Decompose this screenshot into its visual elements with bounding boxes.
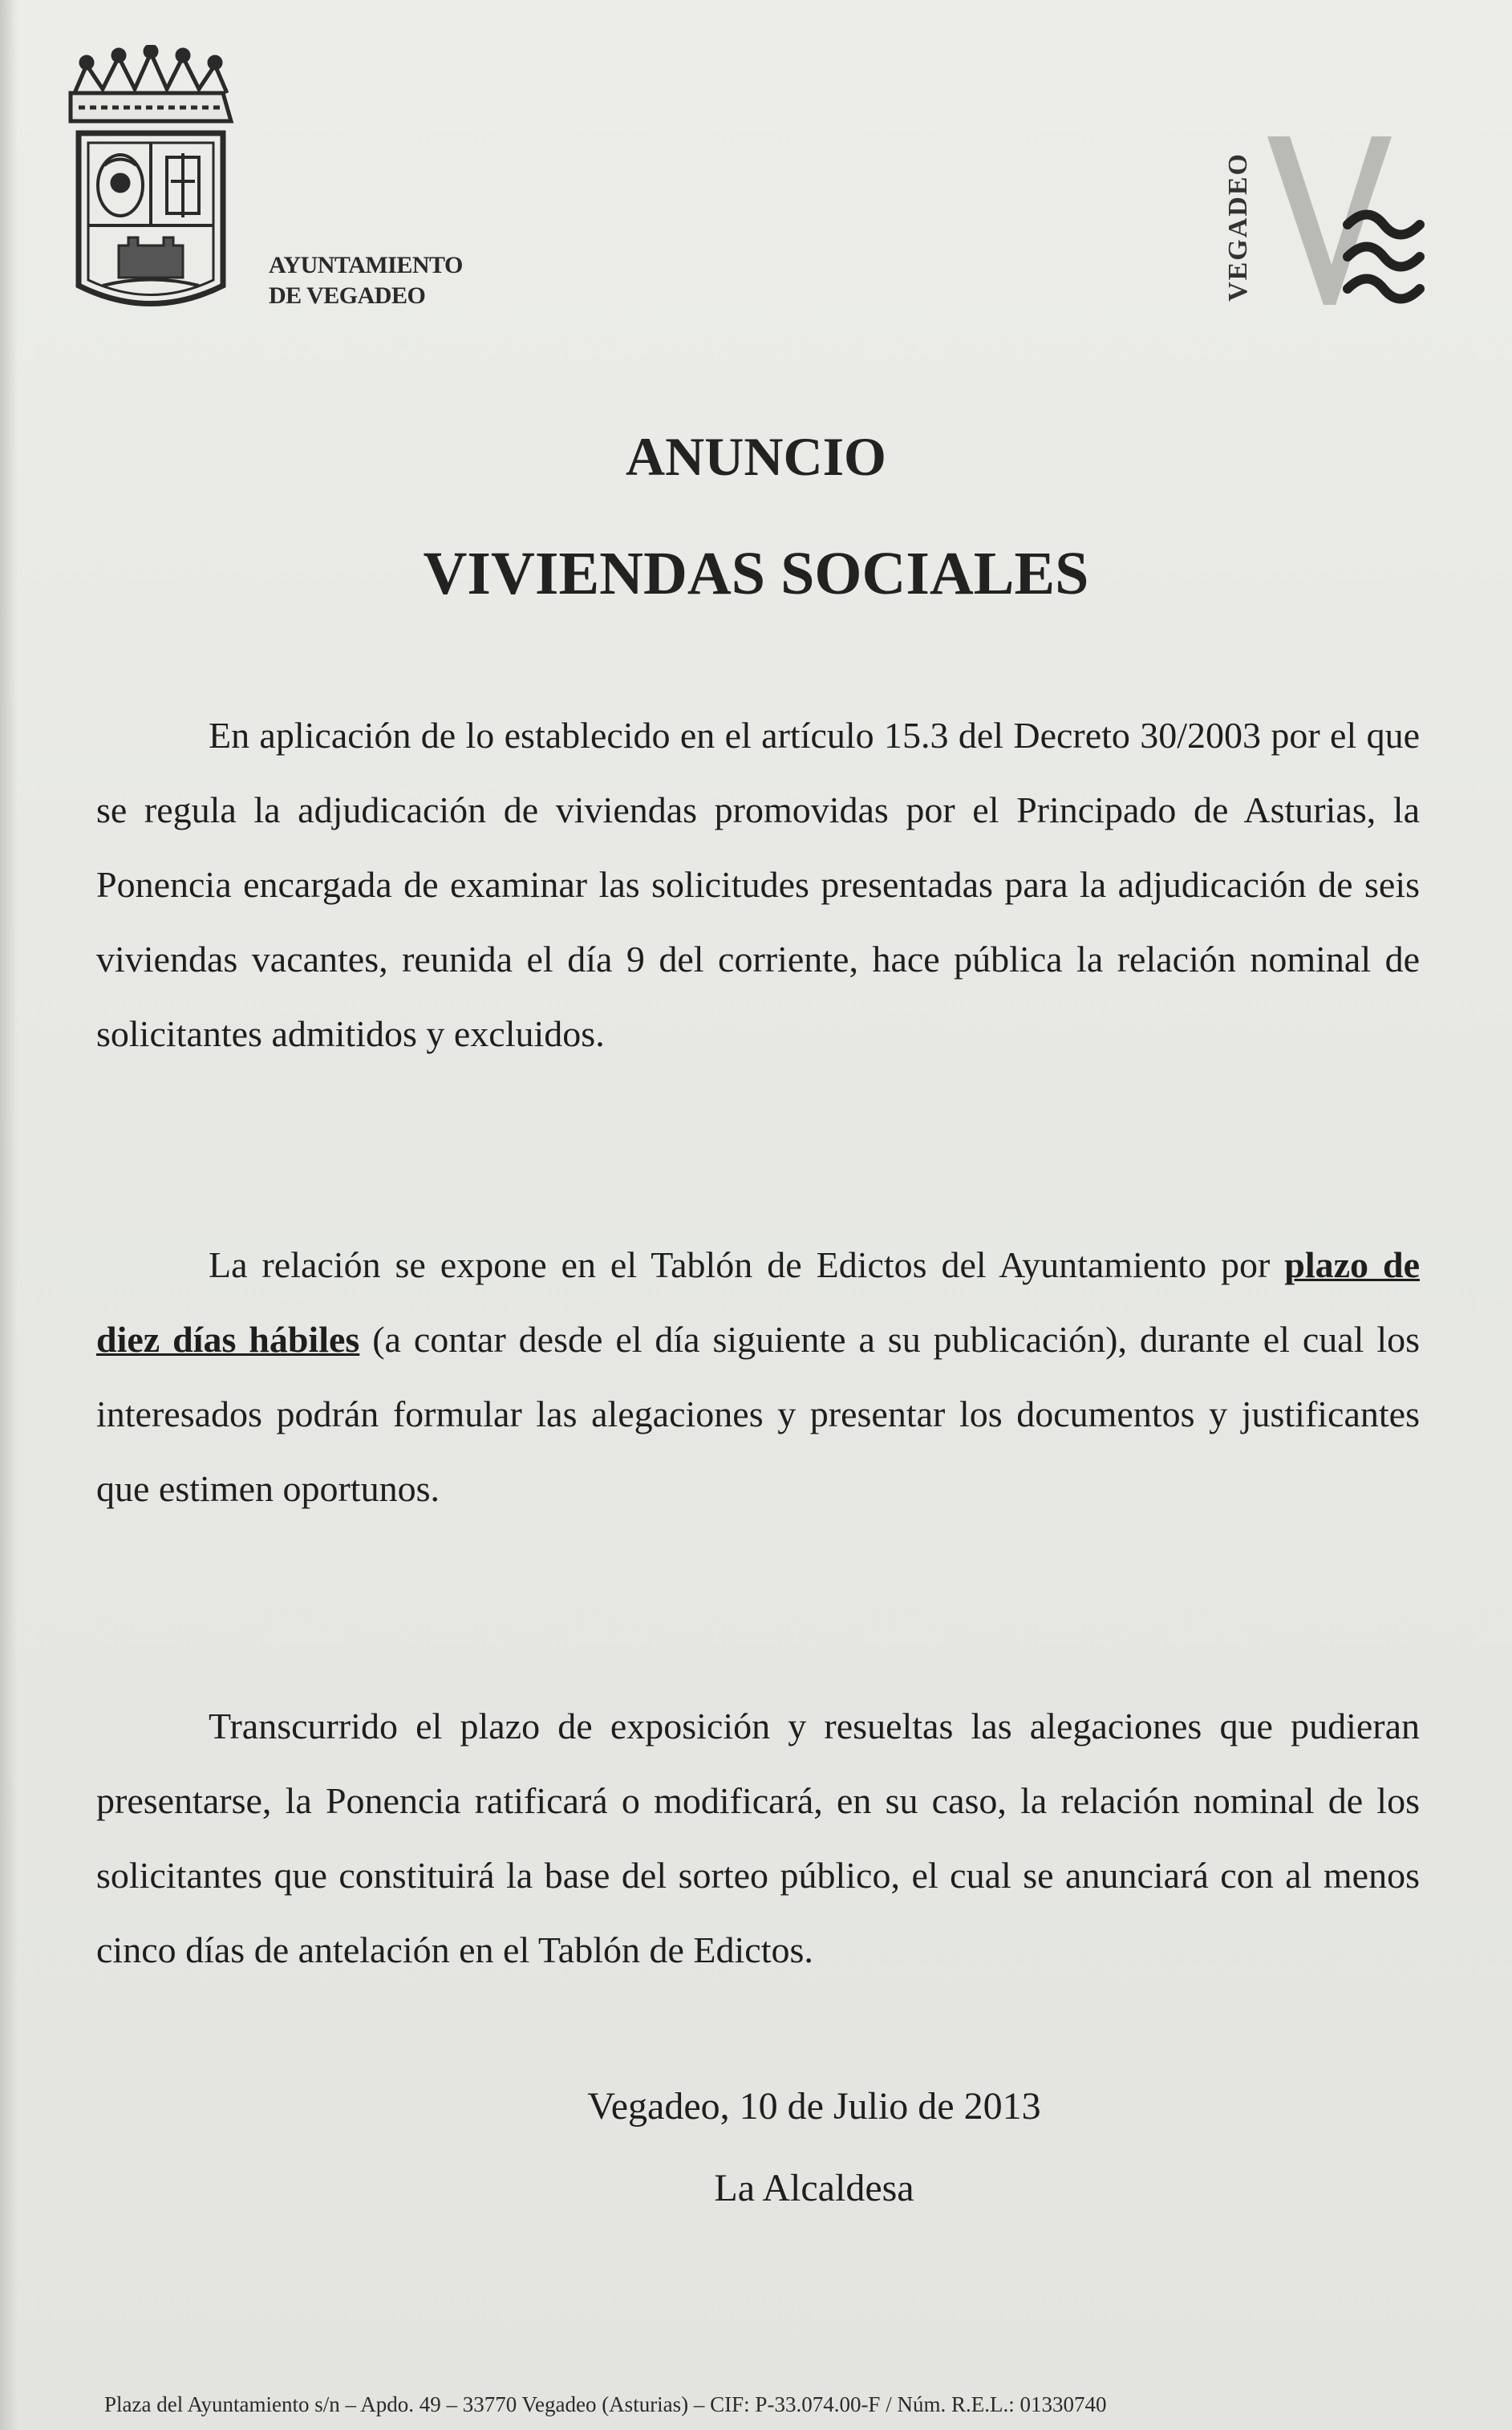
paragraph-2 [96, 1227, 1420, 1526]
municipality-name: AYUNTAMIENTO DE VEGADEO [269, 252, 463, 309]
footer-address: Plaza del Ayuntamiento s/n – Apdo. 49 – 33770 Vegadeo (Asturias) – CIF: P-33.074.00-F / Núm. R.E.L.: 01330740 [104, 2392, 1107, 2416]
paragraph-2-rest: (a contar desde el día siguiente a su publicación), durante el cual los interesados podrán formular las alegaciones y presentar los documentos y justificantes que estimen oportunos. [96, 1319, 1421, 1509]
coat-of-arms-icon [55, 45, 247, 326]
vegadeo-logo-icon [1219, 128, 1460, 321]
signer-title: La Alcaldesa [714, 2167, 914, 2209]
notice-title: ANUNCIO [626, 426, 886, 487]
letterhead [0, 0, 1512, 337]
signing-date: Vegadeo, 10 de Julio de 2013 [587, 2085, 1041, 2128]
brand-vertical-text: VEGADEO [1223, 152, 1253, 302]
paragraph-2-lead: La relación se expone en el Tablón de Edictos del Ayuntamiento por [209, 1244, 1271, 1285]
paragraph-3: Transcurrido el plazo de exposición y resueltas las alegaciones que pudieran presentarse, la Ponencia ratificará o modificará, en su caso, la relación nominal de los solicitantes que constituirá la base del sorteo público, el cual se anunciará con al menos cinco días de antelación en el Tablón de Edictos. [96, 1706, 1420, 1970]
paragraph-1: En aplicación de lo establecido en el artículo 15.3 del Decreto 30/2003 por el que se regula la adjudicación de viviendas promovidas por el Principado de Asturias, la Ponencia encargada de examinar las solicitudes presentadas para la adjudicación de seis viviendas vacantes, reunida el día 9 del corriente, hace pública la relación nominal de solicitantes admitidos y excluidos. [96, 715, 1420, 1054]
deadline-highlight: plazo de diez días hábiles [96, 1244, 1421, 1360]
notice-subtitle: VIVIENDAS SOCIALES [423, 540, 1089, 607]
